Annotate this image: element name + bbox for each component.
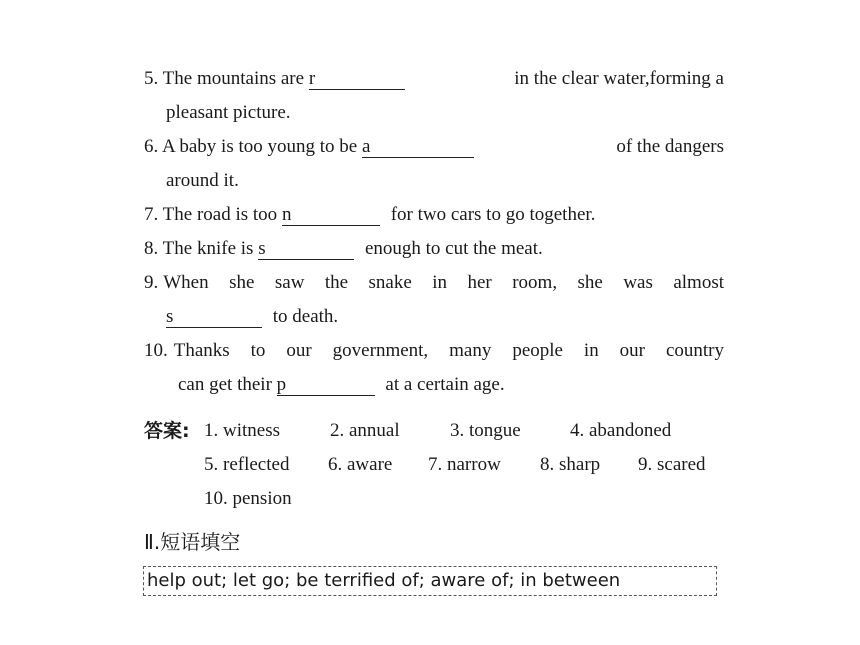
answer-blank[interactable] — [309, 68, 405, 90]
question-7 — [144, 202, 595, 228]
blank-hint-letter: p — [276, 374, 287, 395]
question-5-line-2 — [166, 100, 291, 126]
question-text: The road is too — [162, 204, 278, 225]
blank-hint-letter: n — [281, 204, 292, 225]
question-text: of the dangers — [616, 136, 724, 157]
answer-item: 7. narrow — [428, 454, 501, 475]
question-text: A baby is too young to be — [161, 136, 358, 157]
question-text: The mountains are — [162, 68, 305, 89]
question-9-line-2 — [166, 304, 338, 330]
phrase-bank-text: help out; let go; be terrified of; aware of; in between — [147, 570, 621, 591]
question-number: 6. — [144, 136, 159, 157]
question-6-line-1 — [144, 134, 724, 160]
answer-item: 9. scared — [638, 454, 706, 475]
answer-item: 8. sharp — [540, 454, 601, 475]
question-text: in the clear water,forming a — [514, 68, 724, 89]
question-6-stem — [144, 134, 474, 160]
blank-hint-letter: a — [361, 136, 371, 157]
question-number: 7. — [144, 204, 159, 225]
answer-blank[interactable] — [362, 136, 474, 158]
answer-item: 6. aware — [328, 454, 393, 475]
blank-hint-letter: r — [308, 68, 316, 89]
question-9-line-1 — [144, 270, 724, 296]
answer-item: 2. annual — [330, 420, 400, 441]
phrase-bank-box — [143, 566, 717, 596]
question-text: at a certain age. — [385, 374, 505, 395]
answers-row-3 — [204, 486, 292, 512]
question-text: pleasant picture. — [166, 102, 291, 123]
answers-row-1 — [144, 418, 190, 444]
answer-blank[interactable] — [166, 306, 262, 328]
question-10-line-2 — [178, 372, 505, 398]
answer-item: 3. tongue — [450, 420, 521, 441]
answer-blank[interactable] — [282, 204, 380, 226]
question-text: When she saw the snake in her room, she was almost — [163, 272, 724, 293]
question-text: for two cars to go together. — [390, 204, 596, 225]
question-number: 5. — [144, 68, 159, 89]
question-5-stem — [144, 66, 405, 92]
question-number: 8. — [144, 238, 159, 259]
blank-hint-letter: s — [166, 306, 174, 327]
section-2-title: Ⅱ.短语填空 — [144, 530, 241, 554]
answers-row-2 — [204, 452, 706, 478]
answer-blank[interactable] — [277, 374, 375, 396]
question-6-line-2 — [166, 168, 239, 194]
question-number: 10. — [144, 340, 168, 361]
answer-item: 4. abandoned — [570, 420, 672, 441]
question-text: can get their — [178, 374, 272, 395]
question-text: to death. — [272, 306, 339, 327]
answer-item: 5. reflected — [204, 454, 290, 475]
answer-item: 10. pension — [204, 488, 292, 509]
answer-blank[interactable] — [258, 238, 354, 260]
question-number: 9. — [144, 272, 159, 293]
question-10-line-1 — [144, 338, 724, 364]
answers-row-1-items — [204, 418, 671, 444]
blank-hint-letter: s — [258, 238, 266, 259]
question-8 — [144, 236, 543, 262]
question-text: Thanks to our government, many people in our country — [173, 340, 724, 361]
question-text: around it. — [166, 170, 239, 191]
question-5-line-1 — [144, 66, 724, 92]
question-text: enough to cut the meat. — [364, 238, 543, 259]
answers-label: 答案: — [144, 420, 190, 442]
question-text: The knife is — [162, 238, 254, 259]
answer-item: 1. witness — [204, 420, 280, 441]
